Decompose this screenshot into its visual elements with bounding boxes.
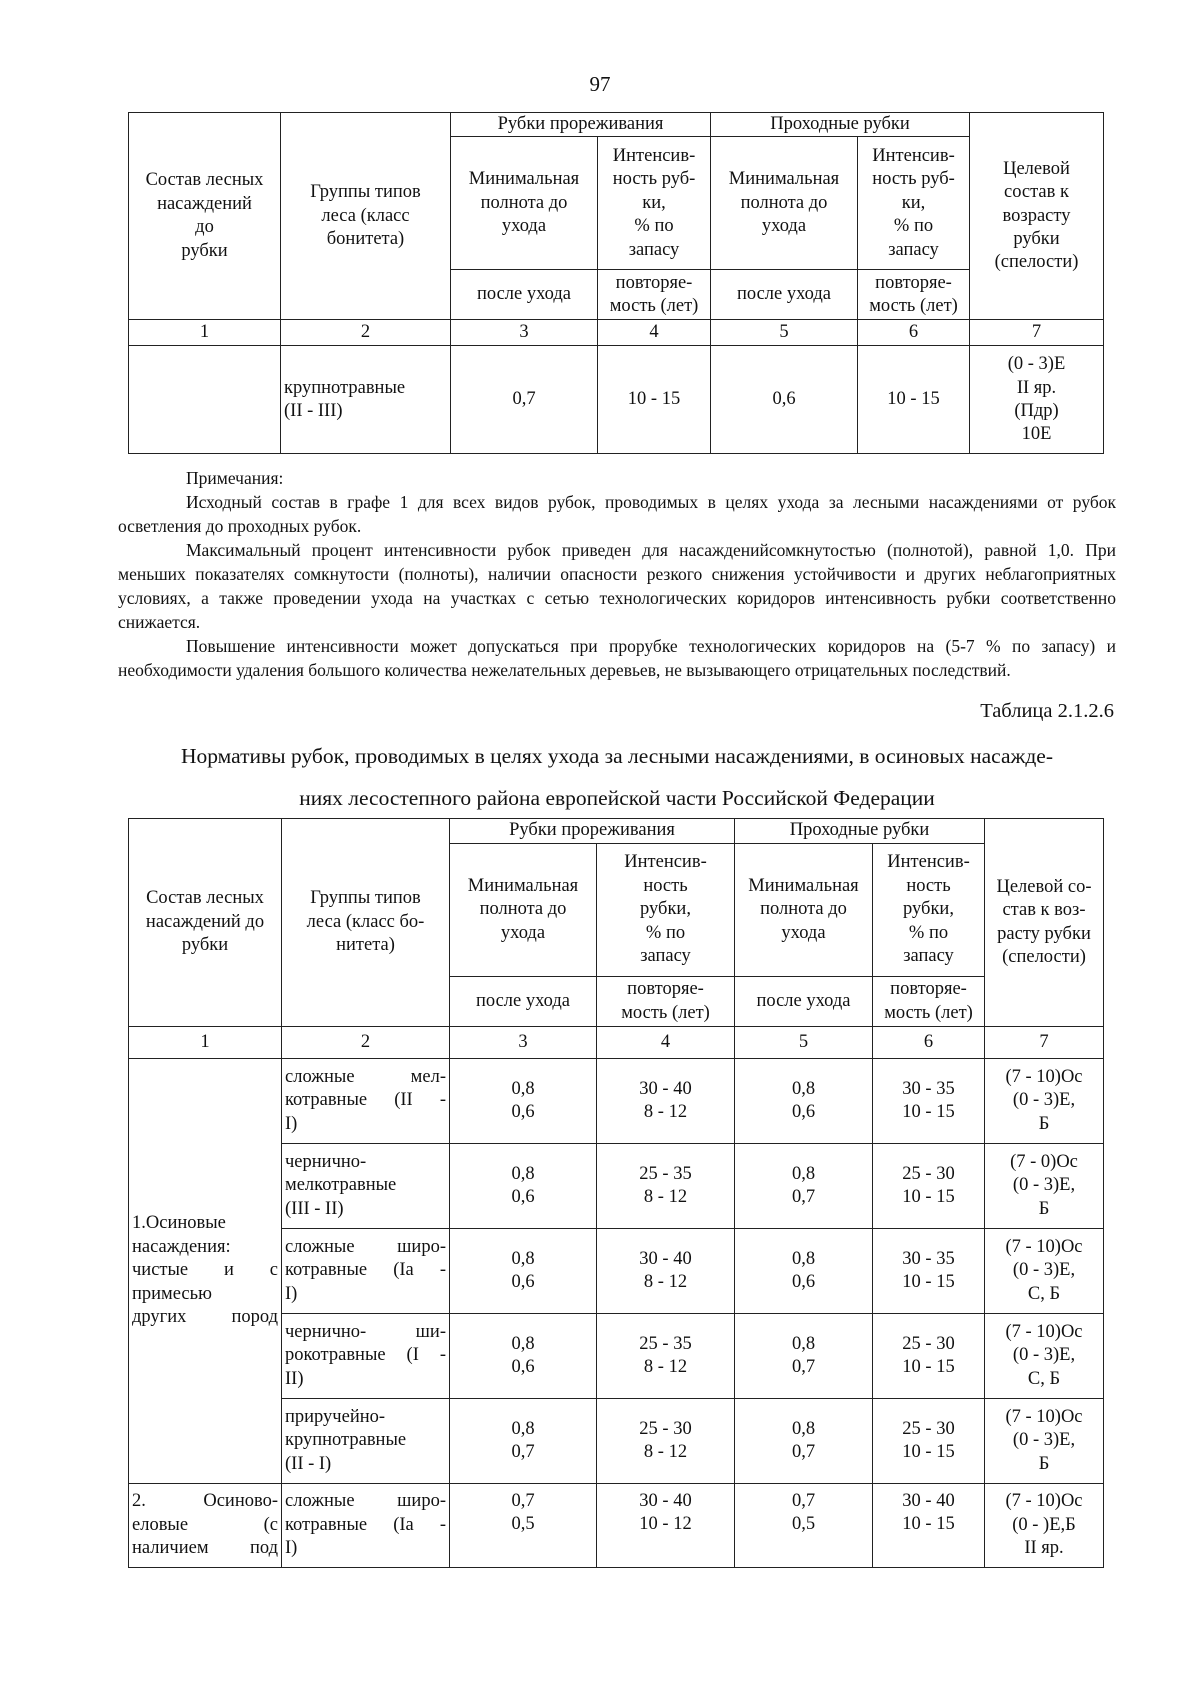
cell-line: % по <box>634 216 674 237</box>
cell-line: С, Б <box>1027 1283 1061 1304</box>
value-cell <box>597 1059 735 1144</box>
note-paragraph: Исходный состав в графе 1 для всех видов рубок, проводимых в целях ухода за лесными насаждениями от рубок осветления до проходных рубок. <box>118 492 1116 536</box>
cell-line: примесью <box>132 1283 212 1304</box>
table-number: Таблица 2.1.2.6 <box>980 700 1114 722</box>
cell-line: сложные широ- <box>285 1491 446 1512</box>
cell-line: 8 - 12 <box>643 1187 688 1207</box>
value-cell <box>873 1314 985 1399</box>
cell-line: 0,7 <box>791 1187 816 1207</box>
cell-line: (0 - )Е,Б <box>1012 1514 1076 1535</box>
col-num: 1 <box>129 1027 282 1059</box>
value-cell <box>735 1399 873 1484</box>
intensity-header <box>597 844 735 977</box>
cell-line: 25 - 30 <box>902 1163 955 1184</box>
cell-line: 25 - 30 <box>639 1418 692 1439</box>
cell-line: Интенсив- <box>887 852 970 873</box>
cell-line: полнота до <box>479 899 567 920</box>
col-num: 2 <box>281 320 451 346</box>
intensity-header <box>873 844 985 977</box>
value-cell <box>873 1484 985 1568</box>
group-thinning-header: Рубки прореживания <box>450 819 735 844</box>
cell-line: запасу <box>628 239 680 260</box>
cell-line: возрасту <box>1002 205 1071 226</box>
cell-line: 10 - 15 <box>902 1357 955 1377</box>
cell-line: рубки, <box>903 899 954 920</box>
cell-line: 0,8 <box>511 1078 535 1099</box>
cell-line: став к воз- <box>1002 900 1086 921</box>
table-2-1-2-6 <box>128 818 1104 1568</box>
cell-line: нитета) <box>336 935 395 956</box>
cell-line: Группы типов <box>310 888 421 909</box>
cell-line: (7 - 10)Ос <box>1005 1406 1083 1427</box>
cell-line: повторяе- <box>890 979 967 1000</box>
col-num: 6 <box>858 320 970 346</box>
value-cell: 0,7 <box>451 346 598 454</box>
cell-line: расту рубки <box>997 923 1091 944</box>
min-density-header <box>711 137 858 270</box>
target-cell <box>985 1399 1104 1484</box>
group-passage-header: Проходные рубки <box>711 113 970 137</box>
repeat-header <box>598 270 711 320</box>
cell-line: Минимальная <box>467 875 579 896</box>
cell-line: Группы типов <box>310 182 421 203</box>
cell-line: запасу <box>640 946 691 967</box>
cell-line: повторяе- <box>875 272 952 293</box>
note-paragraph: Максимальный процент интенсивности рубок приведен для насажденийсомкнутостью (полнотой), равной 1,0. При меньших показателях сомкнутости (полноты), наличии опасности резкого снижения устойчивости и других неблагоприятных условиях, а также проведении ухода на участках с сетью технологических коридоров интенсивность рубки соответственно снижается. <box>118 540 1116 632</box>
cell-line: 0,6 <box>511 1102 535 1122</box>
cell-line: 10 - 15 <box>902 1102 955 1122</box>
cell-line: (7 - 10)Ос <box>1005 1066 1083 1087</box>
cell-line: 25 - 35 <box>639 1333 692 1354</box>
note-paragraph: Повышение интенсивности может допускаться при прорубке технологических коридоров на (5-7 % по запасу) и необходимости удаления большого количества нежелательных деревьев, не вызывающего отрицательных последствий. <box>118 636 1116 680</box>
forest-type-cell <box>282 1059 450 1144</box>
value-cell <box>597 1484 735 1568</box>
cell-line: (III - II) <box>285 1198 344 1219</box>
cell-line: (0 - 3)Е, <box>1012 1175 1076 1196</box>
col-composition-header <box>129 819 282 1027</box>
col-num: 2 <box>282 1027 450 1059</box>
value-cell <box>450 1229 597 1314</box>
cell-line: 0,8 <box>791 1418 816 1439</box>
value-cell <box>735 1144 873 1229</box>
column-numbers-row <box>129 320 1104 346</box>
value-cell <box>597 1314 735 1399</box>
cell-line: % по <box>893 216 934 237</box>
repeat-header <box>873 977 985 1027</box>
min-density-header <box>735 844 873 977</box>
cell-line: (II - III) <box>284 400 343 421</box>
cell-line: ность <box>643 875 688 896</box>
cell-line: котравные (Ia - <box>285 1514 446 1535</box>
cell-line: наличием под <box>132 1538 278 1559</box>
cell-line: II яр. <box>1016 377 1057 398</box>
cell-line: (7 - 10)Ос <box>1005 1321 1083 1342</box>
cell-line: 2. Осиново- <box>132 1491 278 1512</box>
cell-line: мость (лет) <box>609 295 699 316</box>
cell-line: (7 - 0)Ос <box>1010 1151 1078 1172</box>
cell-line: Целевой со- <box>996 876 1092 897</box>
col-num: 4 <box>597 1027 735 1059</box>
cell-line: полнота до <box>740 192 828 213</box>
cell-line: насаждений до <box>145 911 265 932</box>
col-num: 4 <box>598 320 711 346</box>
cell-line: Интенсив- <box>612 145 696 166</box>
col-forest-type-header <box>281 113 451 320</box>
cell-line: 10 - 12 <box>639 1514 692 1535</box>
col-num: 5 <box>711 320 858 346</box>
table-caption <box>118 735 1116 819</box>
cell-line: 10 - 15 <box>902 1442 955 1462</box>
cell-line: 0,8 <box>511 1248 535 1269</box>
value-cell: 0,6 <box>711 346 858 454</box>
repeat-header <box>858 270 970 320</box>
composition-group-1 <box>129 1059 282 1484</box>
col-num: 3 <box>450 1027 597 1059</box>
value-cell <box>873 1059 985 1144</box>
cell-line: 30 - 35 <box>902 1248 955 1269</box>
repeat-header <box>597 977 735 1027</box>
cell-line: ность руб- <box>612 169 696 190</box>
value-cell <box>873 1229 985 1314</box>
cell-line: I) <box>285 1283 298 1304</box>
value-cell <box>597 1399 735 1484</box>
value-cell: 10 - 15 <box>858 346 970 454</box>
cell-line: до <box>195 217 214 238</box>
cell-line: 0,8 <box>791 1248 816 1269</box>
col-num: 7 <box>985 1027 1104 1059</box>
cell-line: крупнотравные <box>284 377 406 398</box>
cell-line: крупнотравные <box>285 1430 407 1451</box>
cell-line: повторяе- <box>615 272 693 293</box>
after-care-header: после ухода <box>735 977 873 1027</box>
cell-line: котравные (Ia - <box>285 1260 446 1281</box>
col-composition-header <box>129 113 281 320</box>
cell-line: ухода <box>761 216 807 237</box>
cell-line: 25 - 30 <box>902 1333 955 1354</box>
forest-type-cell <box>282 1229 450 1314</box>
cell-line: I) <box>285 1113 298 1134</box>
target-cell <box>985 1229 1104 1314</box>
cell-line: рокотравные (I - <box>285 1345 446 1366</box>
cell-line: (II - I) <box>285 1453 332 1474</box>
cell-line: 8 - 12 <box>643 1442 688 1462</box>
cell-line: 0,6 <box>511 1187 535 1207</box>
cell-line: рубки, <box>640 899 691 920</box>
cell-line: рубки <box>1013 228 1060 249</box>
cell-line: мость (лет) <box>884 1002 973 1023</box>
target-cell <box>985 1484 1104 1568</box>
forest-type-cell <box>282 1314 450 1399</box>
cell-line: еловые (с <box>132 1514 278 1535</box>
cell-line: II яр. <box>1024 1538 1064 1559</box>
cell-line: Состав лесных <box>146 888 264 909</box>
col-num: 7 <box>970 320 1104 346</box>
min-density-header <box>450 844 597 977</box>
cell-line: запасу <box>903 946 954 967</box>
value-cell <box>450 1484 597 1568</box>
cell-line: ухода <box>500 922 546 943</box>
cell-line: насаждений <box>157 193 252 214</box>
cell-line: 25 - 35 <box>639 1163 692 1184</box>
cell-line: рубки <box>181 935 229 956</box>
cell-line: чистые и с <box>132 1260 278 1281</box>
forest-type-cell <box>281 346 451 454</box>
cell-line: (0 - 3)Е, <box>1012 1090 1076 1111</box>
cell-line: мость (лет) <box>621 1002 710 1023</box>
intensity-header <box>598 137 711 270</box>
col-target-header <box>970 113 1104 320</box>
cell-line: 0,8 <box>511 1418 535 1439</box>
table-row <box>129 346 1104 454</box>
intensity-header <box>858 137 970 270</box>
value-cell <box>450 1314 597 1399</box>
cell-line: Минимальная <box>728 169 840 190</box>
cell-line: 8 - 12 <box>643 1102 688 1122</box>
col-num: 5 <box>735 1027 873 1059</box>
cell-line: Интенсив- <box>872 145 955 166</box>
cell-line: сложные широ- <box>285 1236 446 1257</box>
cell-line: ность <box>906 875 951 896</box>
value-cell: 10 - 15 <box>598 346 711 454</box>
cell-line: 8 - 12 <box>643 1357 688 1377</box>
cell-line: 25 - 30 <box>902 1418 955 1439</box>
cell-line: 10Е <box>1021 424 1052 445</box>
cell-line: (0 - 3)Е, <box>1012 1260 1076 1281</box>
cell-line: Б <box>1038 1113 1050 1134</box>
cell-line: 0,6 <box>791 1272 816 1292</box>
target-cell <box>970 346 1104 454</box>
cell-line: С, Б <box>1027 1368 1061 1389</box>
cell-line: бонитета) <box>326 228 405 249</box>
cell-line: ки, <box>642 192 666 213</box>
value-cell <box>597 1144 735 1229</box>
cell-line: 0,7 <box>511 1442 535 1462</box>
cell-line: 0,7 <box>511 1491 535 1511</box>
notes-block <box>118 466 1116 682</box>
cell-line: 30 - 40 <box>639 1491 692 1511</box>
cell-line: запасу <box>888 239 939 260</box>
cell-line: (0 - 3)Е, <box>1012 1430 1076 1451</box>
group-passage-header: Проходные рубки <box>735 819 985 844</box>
table-continued <box>128 112 1104 454</box>
value-cell <box>735 1229 873 1314</box>
cell-line: 0,5 <box>511 1514 535 1535</box>
cell-line: полнота до <box>480 192 568 213</box>
cell-line: 30 - 40 <box>639 1078 692 1099</box>
cell-line: 0,8 <box>791 1333 816 1354</box>
cell-line: 10 - 15 <box>902 1272 955 1292</box>
cell-line: ки, <box>901 192 926 213</box>
cell-line: насаждения: <box>132 1236 231 1257</box>
cell-line: (спелости) <box>1002 946 1086 967</box>
cell-line: ухода <box>781 922 826 943</box>
cell-line: Б <box>1038 1453 1050 1474</box>
page-number: 97 <box>589 72 611 96</box>
composition-group-2 <box>129 1484 282 1568</box>
cell-line: Минимальная <box>468 169 580 190</box>
cell-line: леса (класс <box>321 205 410 226</box>
cell-line: ность руб- <box>872 169 955 190</box>
caption-line: ниях лесостепного района европейской части Российской Федерации <box>299 786 935 810</box>
cell-line: состав к <box>1003 182 1069 203</box>
cell-line: Минимальная <box>748 875 859 896</box>
col-num: 6 <box>873 1027 985 1059</box>
cell-line: 0,8 <box>511 1163 535 1184</box>
value-cell <box>735 1059 873 1144</box>
target-cell <box>985 1059 1104 1144</box>
cell-line: ухода <box>501 216 547 237</box>
after-care-header: после ухода <box>711 270 858 320</box>
after-care-header: после ухода <box>450 977 597 1027</box>
cell-line: (7 - 10)Ос <box>1005 1236 1083 1257</box>
cell-line: % по <box>645 922 686 943</box>
cell-line: (0 - 3)Е <box>1007 354 1066 375</box>
cell-line: 0,5 <box>791 1514 816 1535</box>
cell-line: полнота до <box>760 899 847 920</box>
cell-line: 1.Осиновые <box>132 1213 226 1234</box>
value-cell <box>450 1144 597 1229</box>
cell-line: I) <box>285 1538 298 1559</box>
forest-type-cell <box>282 1484 450 1568</box>
value-cell <box>450 1399 597 1484</box>
target-cell <box>985 1314 1104 1399</box>
forest-type-cell <box>282 1399 450 1484</box>
value-cell <box>735 1314 873 1399</box>
forest-type-cell <box>282 1144 450 1229</box>
min-density-header <box>451 137 598 270</box>
cell-line: % по <box>908 922 949 943</box>
notes-title: Примечания: <box>186 468 284 488</box>
cell-line: 0,8 <box>791 1163 816 1184</box>
cell-line: 8 - 12 <box>643 1272 688 1292</box>
cell-line: 0,6 <box>791 1102 816 1122</box>
cell-line: Интенсив- <box>624 852 707 873</box>
cell-line: мость (лет) <box>869 295 958 316</box>
column-numbers-row <box>129 1027 1104 1059</box>
cell-line: чернично- <box>285 1151 367 1172</box>
cell-line: Состав лесных <box>145 170 264 191</box>
table-row <box>129 1059 1104 1144</box>
cell-line: 30 - 35 <box>902 1078 955 1099</box>
cell-line: (Пдр) <box>1014 400 1059 421</box>
cell-line: 30 - 40 <box>639 1248 692 1269</box>
value-cell <box>873 1144 985 1229</box>
col-target-header <box>985 819 1104 1027</box>
cell-line: 30 - 40 <box>902 1491 955 1511</box>
cell-line: сложные мел- <box>285 1066 446 1087</box>
cell-line: 0,6 <box>511 1357 535 1377</box>
cell-line: рубки <box>181 240 228 261</box>
cell-line: мелкотравные <box>285 1175 397 1196</box>
cell-line: котравные (II - <box>285 1090 446 1111</box>
value-cell <box>873 1399 985 1484</box>
after-care-header: после ухода <box>451 270 598 320</box>
cell-line: 10 - 15 <box>902 1514 955 1535</box>
cell-line: 0,8 <box>791 1078 816 1099</box>
table-row <box>129 1484 1104 1568</box>
value-cell <box>597 1229 735 1314</box>
cell-line: Целевой <box>1003 158 1070 179</box>
cell-line: 0,7 <box>791 1357 816 1377</box>
cell-line: (0 - 3)Е, <box>1012 1345 1076 1366</box>
col-forest-type-header <box>282 819 450 1027</box>
value-cell <box>450 1059 597 1144</box>
cell-line: чернично- ши- <box>285 1321 446 1342</box>
cell-line: 0,6 <box>511 1272 535 1292</box>
cell-line: (спелости) <box>994 252 1079 273</box>
cell-line: повторяе- <box>627 979 704 1000</box>
cell-line: 0,7 <box>791 1442 816 1462</box>
cell-line: леса (класс бо- <box>306 911 425 932</box>
group-thinning-header: Рубки прореживания <box>451 113 711 137</box>
cell-line: 0,8 <box>511 1333 535 1354</box>
cell-line: 10 - 15 <box>902 1187 955 1207</box>
caption-line: Нормативы рубок, проводимых в целях ухода за лесными насаждениями, в осиновых насажде- <box>180 744 1053 768</box>
col-num: 1 <box>129 320 281 346</box>
cell-line: приручейно- <box>285 1406 386 1427</box>
target-cell <box>985 1144 1104 1229</box>
value-cell <box>735 1484 873 1568</box>
cell-line: других пород <box>132 1307 278 1328</box>
cell-line: 0,7 <box>791 1491 816 1511</box>
col-num: 3 <box>451 320 598 346</box>
cell-line: II) <box>285 1368 304 1389</box>
cell-line: Б <box>1038 1198 1050 1219</box>
cell-line: (7 - 10)Ос <box>1005 1491 1083 1512</box>
